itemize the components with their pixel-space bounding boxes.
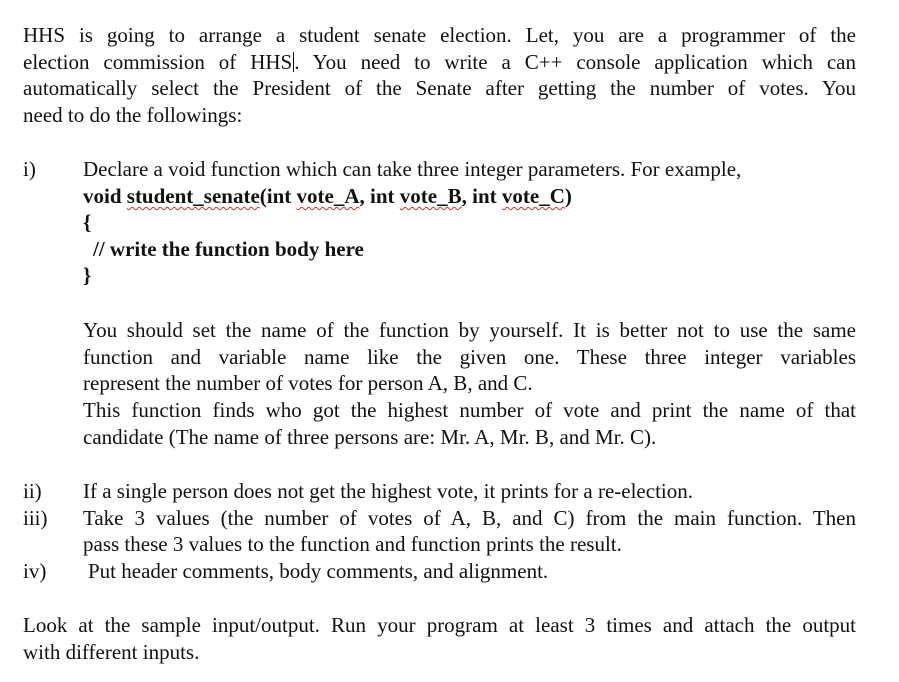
intro-line-3: automatically select the President of the Senate after getting the number of votes. You [23, 76, 856, 100]
code-signature [83, 183, 572, 209]
item-2-number: ii) [23, 479, 42, 503]
item-1-para-line-1: You should set the name of the function by yourself. It is better not to use the same [83, 318, 856, 342]
intro-line-2-end: . You need to write a C++ console application which can [294, 50, 856, 74]
item-3-number: iii) [23, 506, 48, 530]
code-param-b: vote_B [399, 184, 462, 208]
intro-line-4: need to do the followings: [23, 103, 243, 127]
item-1-para-line-3: represent the number of votes for person A, B, and C. [83, 371, 533, 395]
item-2-text: If a single person does not get the highest vote, it prints for a re-election. [83, 479, 693, 503]
code-separator-1: , int [359, 184, 400, 208]
item-1-line-1: Declare a void function which can take three integer parameters. For example, [83, 157, 742, 181]
code-brace-close: } [83, 263, 92, 287]
code-param-a: vote_A [296, 184, 360, 208]
intro-line-2 [23, 49, 856, 75]
outro-line-1: Look at the sample input/output. Run your program at least 3 times and attach the output [23, 613, 856, 637]
intro-line-1: HHS is going to arrange a student senate election. Let, you are a programmer of the [23, 23, 856, 47]
outro-line-2: with different inputs. [23, 640, 200, 664]
code-function-name: student_senate [126, 184, 260, 208]
code-brace-open: { [83, 210, 92, 234]
code-open-paren: (int [259, 184, 297, 208]
item-1-para-line-5: candidate (The name of three persons are: Mr. A, Mr. B, and Mr. C). [83, 425, 657, 449]
item-4-number: iv) [23, 559, 47, 583]
item-1-para-line-2: function and variable name like the given one. These three integer variables [83, 345, 856, 369]
item-3-line-1: Take 3 values (the number of votes of A, B, and C) from the main function. Then [83, 506, 856, 530]
code-param-c: vote_C [501, 184, 565, 208]
code-void-keyword: void [83, 184, 127, 208]
code-comment: // write the function body here [93, 237, 364, 261]
code-separator-2: , int [461, 184, 502, 208]
item-3-line-2: pass these 3 values to the function and function prints the result. [83, 532, 622, 556]
item-4-text: Put header comments, body comments, and alignment. [88, 559, 549, 583]
item-1-number: i) [23, 157, 36, 181]
code-close-paren: ) [564, 184, 572, 208]
intro-line-2-start: election commission of HHS [23, 50, 293, 74]
item-1-para-line-4: This function finds who got the highest number of vote and print the name of that [83, 398, 856, 422]
